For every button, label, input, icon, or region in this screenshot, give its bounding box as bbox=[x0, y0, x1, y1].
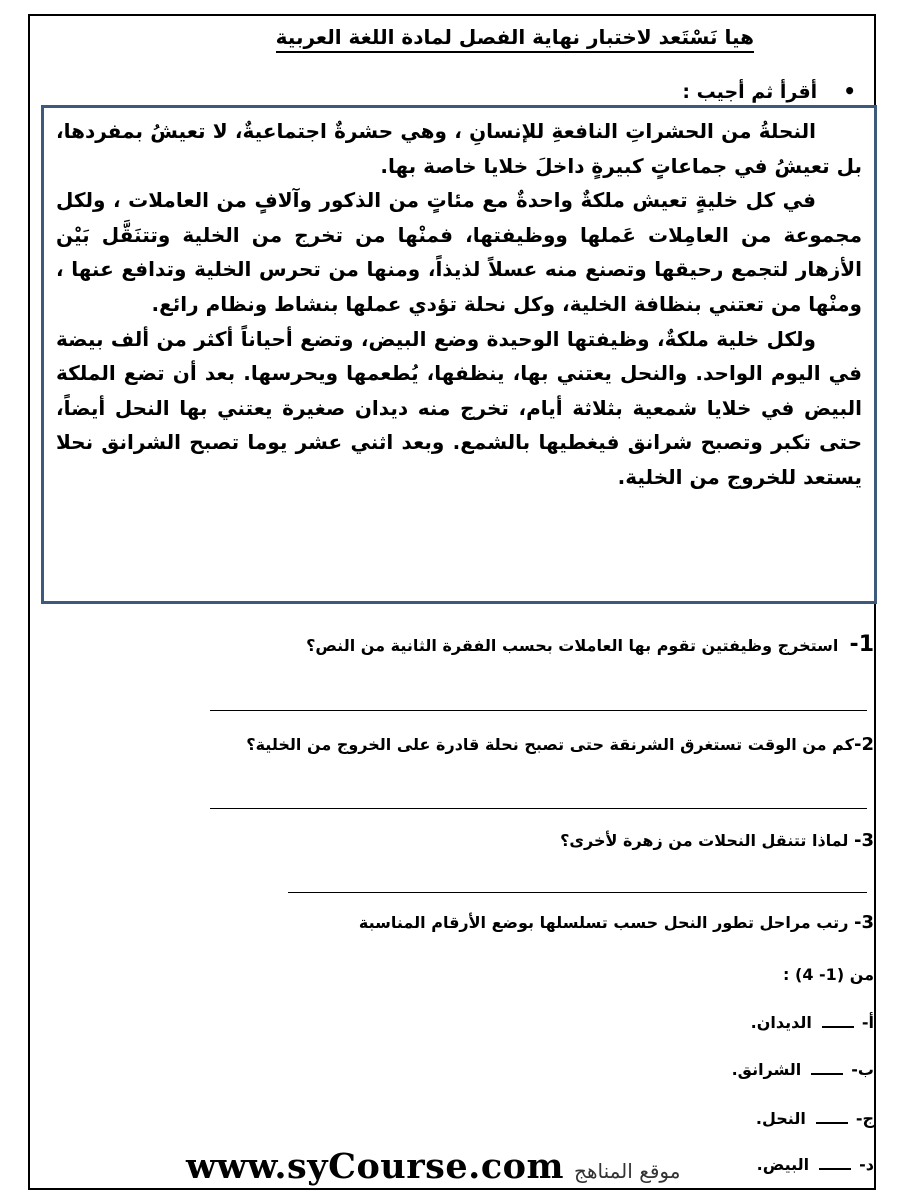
instruction-text: أقرأ ثم أجيب : bbox=[682, 81, 818, 103]
question-number: 1- bbox=[849, 632, 874, 657]
answer-line-3[interactable] bbox=[288, 892, 867, 893]
question-text: رتب مراحل تطور النحل حسب تسلسلها بوضع الأرقام المناسبة bbox=[358, 913, 849, 932]
option-letter: ج- bbox=[855, 1109, 874, 1128]
option-b bbox=[732, 1057, 874, 1083]
answer-line-2[interactable] bbox=[210, 808, 867, 809]
passage-paragraph-2: في كل خليةٍ تعيش ملكةٌ واحدةٌ مع مئاتٍ من الذكور وآلافٍ من العاملات ، ولكل مجموعة من العامِلات عَملها ووظيفتها، فمنْها من تخرج من الخلية وتتنَقَّل بَيْن الأزهار لتجمع رحيقها وتصنع منه عسلاً لذيذاً، ومنها من تحرس الخلية وتدافع عنها ، ومنْها من تعتني بنظافة الخلية، وكل نحلة تؤدي عملها بنشاط ونظام رائع. bbox=[56, 188, 862, 316]
option-text: البيض. bbox=[756, 1155, 810, 1174]
option-a bbox=[751, 1010, 874, 1036]
site-watermark bbox=[186, 1148, 680, 1188]
question-text: لماذا تتنقل النحلات من زهرة لأخرى؟ bbox=[560, 831, 849, 850]
question-2 bbox=[246, 730, 874, 760]
question-text: استخرج وظيفتين تقوم بها العاملات بحسب الفقرة الثانية من النص؟ bbox=[306, 636, 839, 655]
ordering-range: من (1- 4) : bbox=[783, 965, 874, 984]
option-text: النحل. bbox=[755, 1109, 806, 1128]
watermark-url: www.syCourse.com bbox=[186, 1146, 565, 1187]
answer-blank-b[interactable] bbox=[811, 1059, 843, 1075]
question-text: كم من الوقت تستغرق الشرنقة حتى تصبح نحلة قادرة على الخروج من الخلية؟ bbox=[246, 735, 854, 754]
passage-paragraph-1: النحلةُ من الحشراتِ النافعةِ للإنسانِ ، وهي حشرةٌ اجتماعيةٌ، لا تعيشُ بمفردها، بل تعيشُ في جماعاتٍ كبيرةٍ داخلَ خلايا خاصة بها. bbox=[56, 119, 862, 178]
passage-paragraph-3: ولكل خلية ملكةٌ، وظيفتها الوحيدة وضع البيض، وتضع أحياناً أكثر من ألف بيضة في اليوم الواحد. والنحل يعتني بها، ينظفها، يُطعمها ويحرسها. بعد أن تضع الملكة البيض في خلايا شمعية بثلاثة أيام، تخرج منه ديدان صغيرة يعتني بها النحل أيضاً، حتى تكبر وتصبح شرانق فيغطيها بالشمع. وبعد اثني عشر يوما تصبح الشرانق نحلا يستعد للخروج من الخلية. bbox=[56, 326, 862, 489]
option-letter: د- bbox=[859, 1155, 874, 1174]
question-4 bbox=[359, 908, 874, 938]
option-letter: أ- bbox=[861, 1013, 874, 1032]
bullet-icon: • bbox=[843, 79, 856, 103]
option-text: الشرانق. bbox=[731, 1060, 802, 1079]
answer-blank-c[interactable] bbox=[816, 1108, 848, 1124]
reading-passage bbox=[41, 105, 877, 604]
option-text: الديدان. bbox=[750, 1013, 812, 1032]
answer-blank-a[interactable] bbox=[822, 1012, 854, 1028]
option-letter: ب- bbox=[851, 1060, 874, 1079]
question-number: 2- bbox=[853, 734, 874, 755]
answer-line-1[interactable] bbox=[210, 710, 867, 711]
watermark-arabic: موقع المناهج bbox=[574, 1159, 681, 1183]
option-c bbox=[756, 1106, 874, 1132]
instruction bbox=[682, 78, 856, 104]
question-1 bbox=[306, 630, 874, 660]
question-number: 3- bbox=[853, 912, 874, 933]
page-title: هيا نَسْتَعد لاختبار نهاية الفصل لمادة اللغة العربية bbox=[276, 24, 754, 53]
question-number: 3- bbox=[853, 830, 874, 851]
option-d bbox=[757, 1152, 874, 1178]
answer-blank-d[interactable] bbox=[819, 1154, 851, 1170]
question-3 bbox=[560, 826, 874, 856]
